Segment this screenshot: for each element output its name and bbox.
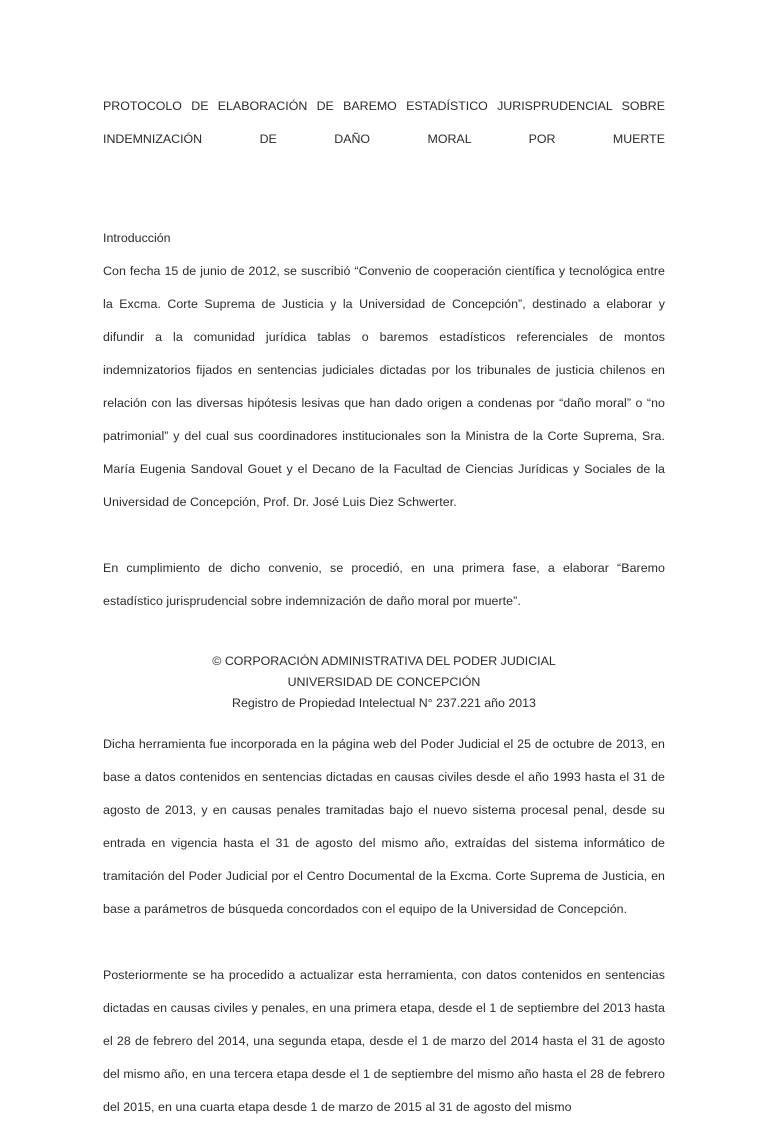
paragraph-convenio: Con fecha 15 de junio de 2012, se suscribió “Convenio de cooperación científica y tecnológica entre la Excma. Corte Suprema de Justicia y la Universidad de Concepción”, destinado a elaborar y difundir a la comunidad jurídica tablas o baremos estadísticos referenciales de montos indemnizatorios fijados en sentencias judiciales dictadas por los tribunales de justicia chilenos en relación con las diversas hipótesis lesivas que han dado origen a condenas por “daño moral” o “no patrimonial” y del cual sus coordinadores institucionales son la Ministra de la Corte Suprema, Sra. María Eugenia Sandoval Gouet y el Decano de la Facultad de Ciencias Jurídicas y Sociales de la Universidad de Concepción, Prof. Dr. José Luis Diez Schwerter.: [103, 264, 665, 509]
paragraph-spacer-2: [103, 618, 665, 651]
paragraph-spacer-3: [103, 714, 665, 728]
paragraph-actualizacion: Posteriormente se ha procedido a actualizar esta herramienta, con datos contenidos en sentencias dictadas en causas civiles y penales, en una primera etapa, desde el 1 de septiembre del 2013 hasta el 28 de febrero del 2014, una segunda etapa, desde el 1 de marzo del 2014 hasta el 31 de agosto del mismo año, en una tercera etapa desde el 1 de septiembre del mismo año hasta el 28 de febrero del 2015, en una cuarta etapa desde 1 de marzo de 2015 al 31 de agosto del mismo: [103, 968, 665, 1114]
copyright-block: [103, 651, 665, 714]
copyright-line-corporacion: © CORPORACIÓN ADMINISTRATIVA DEL PODER JUDICIAL: [212, 654, 556, 668]
paragraph-cumplimiento: En cumplimiento de dicho convenio, se procedió, en una primera fase, a elaborar “Baremo estadístico jurisprudencial sobre indemnización de daño moral por muerte”.: [103, 561, 665, 608]
document-body: [103, 90, 665, 1124]
page-title: PROTOCOLO DE ELABORACIÓN DE BAREMO ESTADÍSTICO JURISPRUDENCIAL SOBRE INDEMNIZACIÓN DE DAÑO MORAL POR MUERTE: [103, 99, 665, 146]
paragraph-spacer-1: [103, 519, 665, 552]
copyright-line-universidad: UNIVERSIDAD DE CONCEPCIÓN: [287, 675, 481, 689]
section-heading-introduccion: Introducción: [103, 231, 171, 245]
paragraph-spacer-4: [103, 926, 665, 959]
paragraph-herramienta: Dicha herramienta fue incorporada en la página web del Poder Judicial el 25 de octubre de 2013, en base a datos contenidos en sentencias dictadas en causas civiles desde el año 1993 hasta el 31 de agosto de 2013, y en causas penales tramitadas bajo el nuevo sistema procesal penal, desde su entrada en vigencia hasta el 31 de agosto del mismo año, extraídas del sistema informático de tramitación del Poder Judicial por el Centro Documental de la Excma. Corte Suprema de Justicia, en base a parámetros de búsqueda concordados con el equipo de la Universidad de Concepción.: [103, 737, 665, 916]
copyright-line-registro: Registro de Propiedad Intelectual N° 237.221 año 2013: [232, 696, 536, 710]
